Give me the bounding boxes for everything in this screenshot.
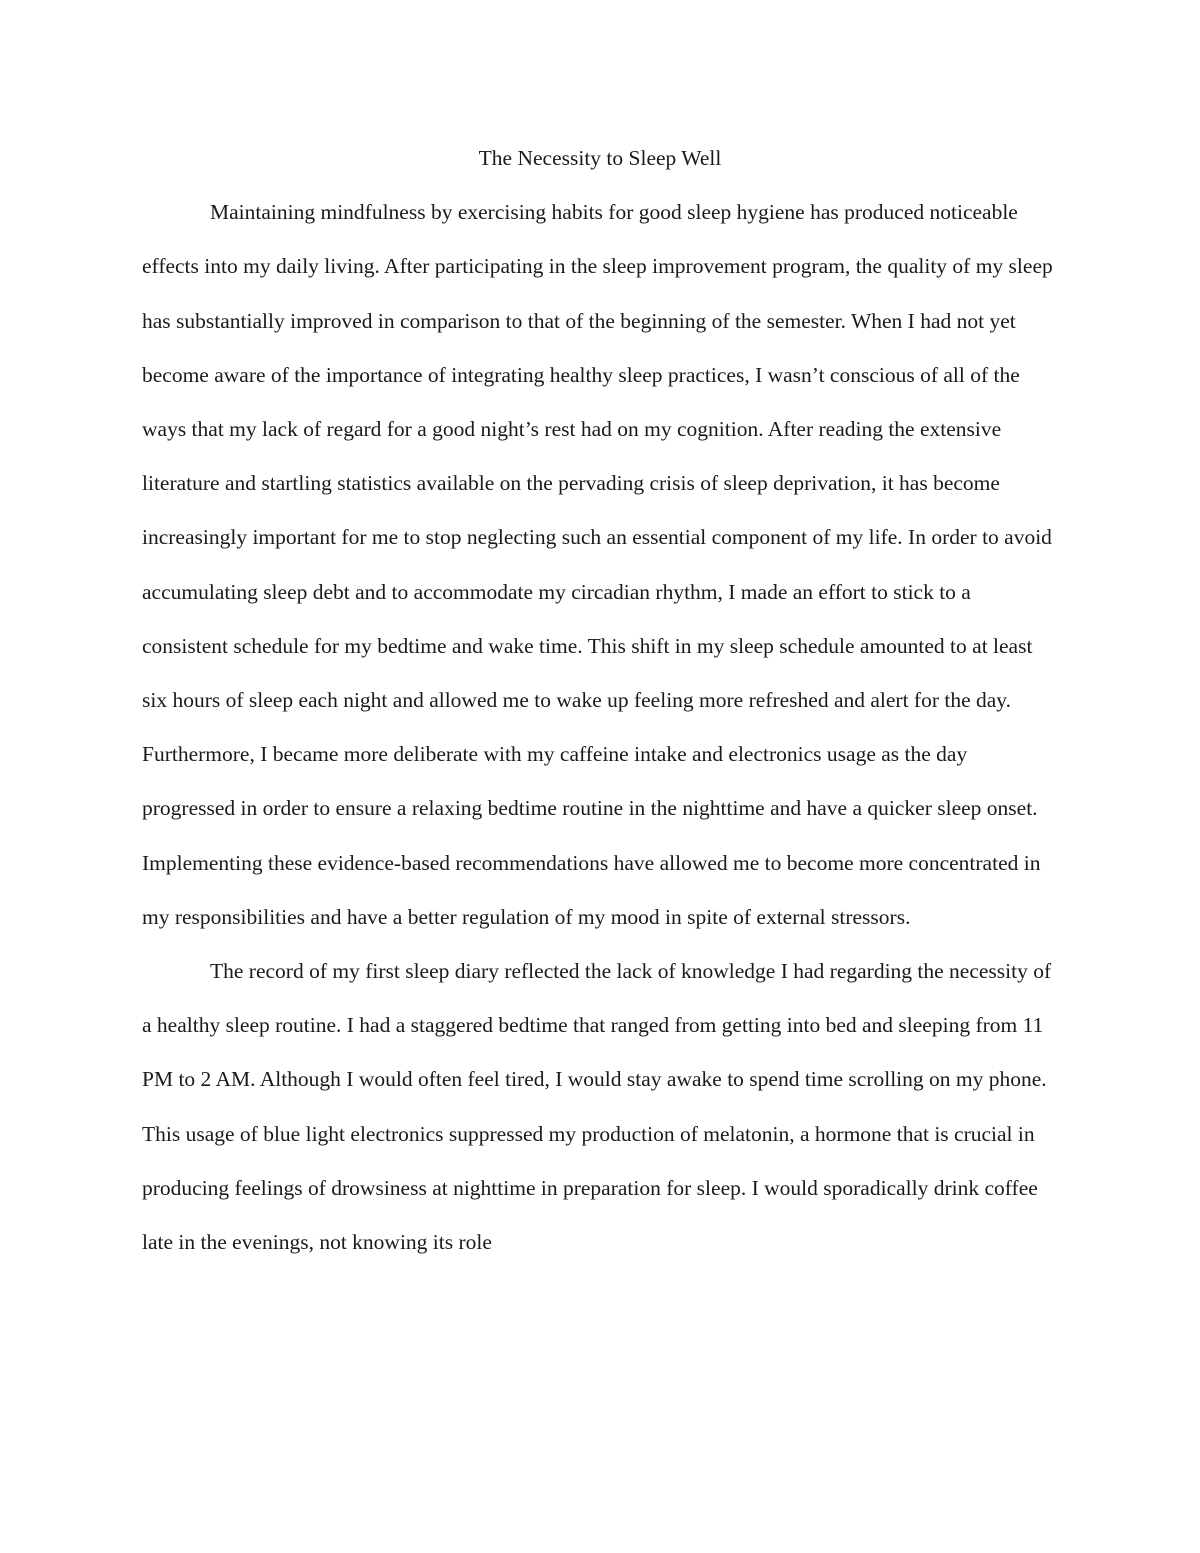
document-body [142, 131, 1058, 1269]
document-title: The Necessity to Sleep Well [478, 146, 722, 170]
paragraph-first-sleep-diary: The record of my first sleep diary reflected the lack of knowledge I had regarding the necessity of a healthy sleep routine. I had a staggered bedtime that ranged from getting into bed and sleeping from 11 PM to 2 AM. Although I would often feel tired, I would stay awake to spend time scrolling on my phone. This usage of blue light electronics suppressed my production of melatonin, a hormone that is crucial in producing feelings of drowsiness at nighttime in preparation for sleep. I would sporadically drink coffee late in the evenings, not knowing its role [142, 959, 1052, 1255]
paragraph-sleep-improvement: Maintaining mindfulness by exercising habits for good sleep hygiene has produced noticeable effects into my daily living. After participating in the sleep improvement program, the quality of my sleep has substantially improved in comparison to that of the beginning of the semester. When I had not yet become aware of the importance of integrating healthy sleep practices, I wasn’t conscious of all of the ways that my lack of regard for a good night’s rest had on my cognition. After reading the extensive literature and startling statistics available on the pervading crisis of sleep deprivation, it has become increasingly important for me to stop neglecting such an essential component of my life. In order to avoid accumulating sleep debt and to accommodate my circadian rhythm, I made an effort to stick to a consistent schedule for my bedtime and wake time. This shift in my sleep schedule amounted to at least six hours of sleep each night and allowed me to wake up feeling more refreshed and alert for the day. Furthermore, I became more deliberate with my caffeine intake and electronics usage as the day progressed in order to ensure a relaxing bedtime routine in the nighttime and have a quicker sleep onset. Implementing these evidence-based recommendations have allowed me to become more concentrated in my responsibilities and have a better regulation of my mood in spite of external stressors. [142, 200, 1053, 929]
